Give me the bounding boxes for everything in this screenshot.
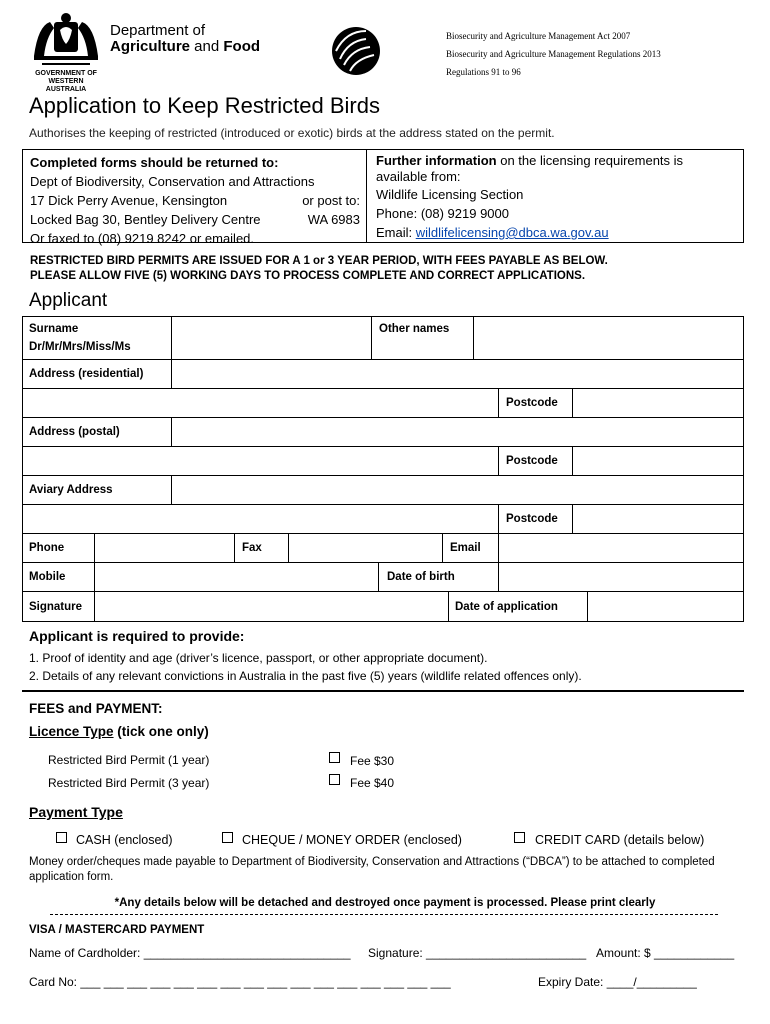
- tear-off-line: [50, 914, 718, 915]
- requirement-item: 2. Details of any relevant convictions in Australia in the past five (5) years (wildlife related offences only).: [29, 669, 582, 683]
- aviary-address-field[interactable]: [171, 475, 744, 505]
- info-section: Wildlife Licensing Section: [376, 187, 524, 202]
- mobile-field[interactable]: [94, 562, 379, 592]
- other-names-field[interactable]: [473, 316, 744, 360]
- cardholder-name-field[interactable]: Name of Cardholder: _______________________________: [29, 946, 351, 960]
- payment-note: Money order/cheques made payable to Department of Biodiversity, Conservation and Attractions (“DBCA”) to be attached to completed application form.: [29, 856, 715, 883]
- payment-type-heading: Payment Type: [29, 804, 123, 820]
- further-information: [376, 153, 736, 242]
- postcode-residential-field[interactable]: [572, 388, 744, 418]
- date-of-application-field[interactable]: [587, 591, 744, 622]
- regulation-numbers: Regulations 91 to 96: [446, 67, 521, 77]
- date-of-application-label-cell: Date of application: [448, 591, 588, 622]
- return-line: Locked Bag 30, Bentley Delivery Centre WA 6983: [30, 212, 360, 227]
- cheque-checkbox[interactable]: [222, 832, 233, 843]
- licence-option-2-label: Restricted Bird Permit (3 year): [48, 776, 210, 790]
- dbca-emblem-logo: [330, 25, 382, 77]
- cash-label: CASH (enclosed): [76, 833, 173, 847]
- email-field[interactable]: [498, 533, 744, 563]
- address-postal-field-line2[interactable]: [22, 446, 499, 476]
- applicant-heading: Applicant: [29, 290, 108, 311]
- return-line: Dept of Biodiversity, Conservation and Attractions: [30, 174, 315, 189]
- card-number-field[interactable]: Card No: ___ ___ ___ ___ ___ ___ ___ ___ ___ ___ ___ ___ ___ ___ ___ ___: [29, 975, 451, 989]
- dob-label-cell: Date of birth: [378, 562, 499, 592]
- aviary-address-field-line2[interactable]: [22, 504, 499, 534]
- signature-field[interactable]: [94, 591, 449, 622]
- licence-option-1-fee: Fee $30: [350, 754, 395, 768]
- licence-3-year-checkbox[interactable]: [329, 774, 340, 785]
- address-postal-label-cell: Address (postal): [22, 417, 172, 447]
- page-subtitle: Authorises the keeping of restricted (introduced or exotic) birds at the address stated on the permit.: [29, 126, 555, 140]
- card-signature-field[interactable]: Signature: ________________________: [368, 946, 587, 960]
- return-line: Or faxed to (08) 9219 8242 or emailed.: [30, 231, 255, 246]
- return-line: 17 Dick Perry Avenue, Kensington or post to:: [30, 193, 360, 208]
- requirements-heading: Applicant is required to provide:: [29, 628, 245, 644]
- other-names-label-cell: Other names: [371, 316, 474, 360]
- licence-type-heading: Licence Type (tick one only): [29, 724, 209, 739]
- licence-1-year-checkbox[interactable]: [329, 752, 340, 763]
- department-name-line1: Department of: [110, 22, 206, 39]
- phone-field[interactable]: [94, 533, 235, 563]
- address-residential-label-cell: Address (residential): [22, 359, 172, 389]
- department-name-line2: Agriculture and Food: [110, 38, 261, 55]
- amount-field[interactable]: Amount: $ ____________: [596, 946, 735, 960]
- fees-heading: FEES and PAYMENT:: [29, 701, 163, 716]
- coat-of-arms-logo: [28, 12, 104, 70]
- fax-field[interactable]: [288, 533, 443, 563]
- email-label-cell: Email: [442, 533, 499, 563]
- info-heading: Further information on the licensing requirements is available from:: [376, 153, 684, 184]
- signature-label-cell: Signature: [22, 591, 95, 622]
- credit-card-checkbox[interactable]: [514, 832, 525, 843]
- contact-info-box: [22, 149, 744, 246]
- government-label: GOVERNMENT OF WESTERN AUSTRALIA: [35, 70, 97, 93]
- postcode-aviary-field[interactable]: [572, 504, 744, 534]
- postcode-label-cell: Postcode: [498, 446, 573, 476]
- address-residential-field[interactable]: [171, 359, 744, 389]
- email-link[interactable]: wildlifelicensing@dbca.wa.gov.au: [415, 225, 609, 240]
- cheque-label: CHEQUE / MONEY ORDER (enclosed): [242, 833, 462, 847]
- address-postal-field[interactable]: [171, 417, 744, 447]
- surname-label-cell: Surname Dr/Mr/Mrs/Miss/Ms: [22, 316, 172, 360]
- page-title: Application to Keep Restricted Birds: [29, 93, 380, 118]
- address-residential-field-line2[interactable]: [22, 388, 499, 418]
- expiry-date-field[interactable]: Expiry Date: ____/_________: [538, 975, 697, 989]
- surname-field[interactable]: [171, 316, 372, 360]
- licence-option-1-label: Restricted Bird Permit (1 year): [48, 753, 210, 767]
- return-address: [30, 153, 360, 248]
- info-email: Email: wildlifelicensing@dbca.wa.gov.au: [376, 225, 609, 240]
- mobile-label-cell: Mobile: [22, 562, 95, 592]
- box-divider: [366, 150, 367, 242]
- phone-label-cell: Phone: [22, 533, 95, 563]
- aviary-address-label-cell: Aviary Address: [22, 475, 172, 505]
- dob-field[interactable]: [498, 562, 744, 592]
- fax-label-cell: Fax: [234, 533, 289, 563]
- info-phone: Phone: (08) 9219 9000: [376, 206, 509, 221]
- cash-checkbox[interactable]: [56, 832, 67, 843]
- licence-option-2-fee: Fee $40: [350, 776, 395, 790]
- credit-card-label: CREDIT CARD (details below): [535, 833, 705, 847]
- postcode-postal-field[interactable]: [572, 446, 744, 476]
- postcode-label-cell: Postcode: [498, 388, 573, 418]
- visa-mastercard-heading: VISA / MASTERCARD PAYMENT: [29, 924, 205, 936]
- detach-notice: *Any details below will be detached and destroyed once payment is processed. Please print clearly: [114, 897, 656, 909]
- postcode-label-cell: Postcode: [498, 504, 573, 534]
- return-heading: Completed forms should be returned to:: [30, 155, 279, 170]
- permit-notice: RESTRICTED BIRD PERMITS ARE ISSUED FOR A 1 or 3 YEAR PERIOD, WITH FEES PAYABLE AS BELOW. PLEASE ALLOW FIVE (5) WORKING DAYS TO PROCESS COMPLETE AND CORRECT APPLICATIONS.: [30, 255, 608, 282]
- regulations-reference: Biosecurity and Agriculture Management Regulations 2013: [446, 49, 661, 59]
- act-reference: Biosecurity and Agriculture Management Act 2007: [446, 31, 631, 41]
- requirement-item: 1. Proof of identity and age (driver’s licence, passport, or other appropriate document).: [29, 651, 488, 665]
- section-divider: [22, 690, 744, 692]
